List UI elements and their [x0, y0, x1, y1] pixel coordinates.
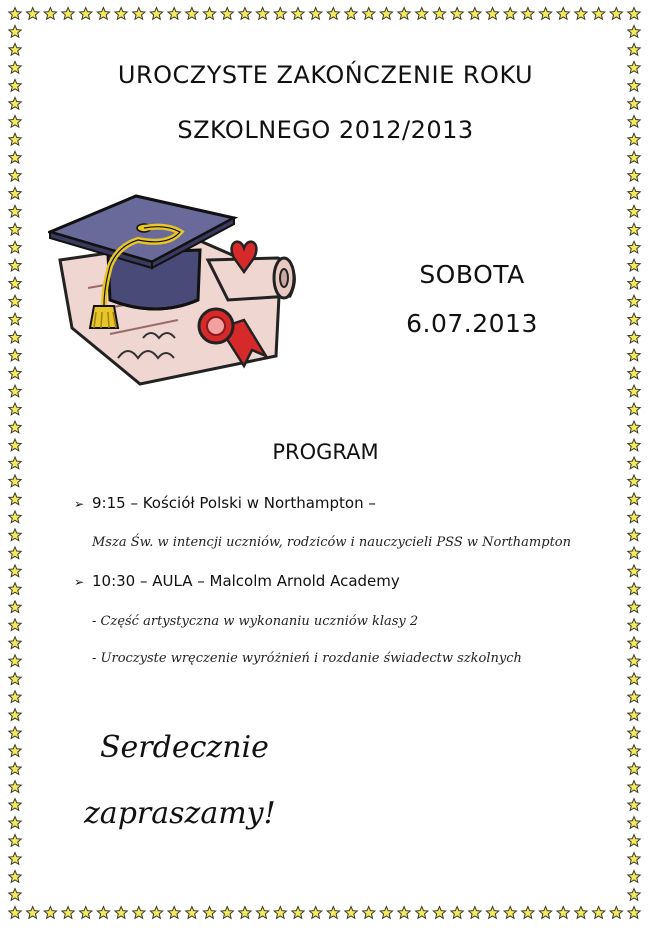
star-icon: [628, 25, 640, 37]
star-icon: [433, 8, 445, 20]
star-icon: [9, 565, 21, 577]
program-item-1-detail: Msza Św. w intencji uczniów, rodziców i nauczycieli PSS w Northampton: [92, 535, 571, 550]
star-icon: [628, 763, 640, 775]
star-icon: [221, 8, 233, 20]
star-icon: [203, 8, 215, 20]
star-icon: [9, 97, 21, 109]
star-icon: [239, 8, 251, 20]
star-icon: [97, 8, 109, 20]
program-item-1-text: 9:15 – Kościół Polski w Northampton –: [92, 494, 376, 512]
star-icon: [27, 8, 39, 20]
star-icon: [628, 799, 640, 811]
program-item-1: [74, 494, 376, 512]
star-icon: [628, 871, 640, 883]
star-icon: [9, 331, 21, 343]
star-icon: [9, 907, 21, 919]
star-icon: [451, 8, 463, 20]
star-icon: [274, 907, 286, 919]
star-icon: [628, 673, 640, 685]
star-icon: [628, 817, 640, 829]
star-icon: [9, 691, 21, 703]
star-icon: [80, 907, 92, 919]
star-icon: [9, 853, 21, 865]
star-icon: [9, 835, 21, 847]
star-icon: [628, 331, 640, 343]
star-icon: [9, 673, 21, 685]
star-icon: [9, 889, 21, 901]
star-icon: [274, 8, 286, 20]
star-icon: [9, 871, 21, 883]
star-icon: [539, 907, 551, 919]
star-icon: [628, 187, 640, 199]
star-icon: [575, 907, 587, 919]
star-icon: [309, 8, 321, 20]
arrow-bullet-icon: ➢: [74, 575, 85, 589]
star-icon: [133, 8, 145, 20]
star-icon: [628, 565, 640, 577]
star-icon: [416, 907, 428, 919]
star-icon: [628, 241, 640, 253]
star-icon: [9, 727, 21, 739]
star-icon: [9, 169, 21, 181]
star-icon: [256, 8, 268, 20]
star-icon: [486, 8, 498, 20]
star-icon: [628, 421, 640, 433]
star-icon: [610, 907, 622, 919]
star-icon: [44, 907, 56, 919]
star-icon: [628, 529, 640, 541]
title-line-2: SZKOLNEGO 2012/2013: [177, 116, 474, 144]
star-icon: [504, 8, 516, 20]
star-icon: [97, 907, 109, 919]
star-icon: [62, 907, 74, 919]
star-icon: [628, 43, 640, 55]
star-icon: [628, 385, 640, 397]
star-icon: [628, 151, 640, 163]
star-icon: [9, 403, 21, 415]
star-icon: [9, 349, 21, 361]
star-icon: [309, 907, 321, 919]
star-icon: [168, 907, 180, 919]
star-icon: [9, 205, 21, 217]
star-icon: [9, 187, 21, 199]
star-icon: [292, 907, 304, 919]
star-icon: [628, 907, 640, 919]
star-icon: [628, 277, 640, 289]
star-icon: [628, 223, 640, 235]
star-icon: [239, 907, 251, 919]
star-icon: [363, 8, 375, 20]
star-icon: [9, 367, 21, 379]
star-icon: [9, 241, 21, 253]
star-icon: [9, 745, 21, 757]
star-icon: [628, 349, 640, 361]
star-icon: [628, 691, 640, 703]
star-icon: [628, 97, 640, 109]
star-icon: [628, 169, 640, 181]
star-icon: [9, 799, 21, 811]
star-icon: [628, 745, 640, 757]
star-icon: [203, 907, 215, 919]
star-icon: [628, 205, 640, 217]
star-icon: [292, 8, 304, 20]
star-icon: [628, 367, 640, 379]
title-line-1: UROCZYSTE ZAKOŃCZENIE ROKU: [117, 61, 534, 89]
star-icon: [9, 655, 21, 667]
star-icon: [186, 8, 198, 20]
star-icon: [416, 8, 428, 20]
star-icon: [9, 223, 21, 235]
star-icon: [133, 907, 145, 919]
star-icon: [610, 8, 622, 20]
star-icon: [575, 8, 587, 20]
star-icon: [504, 907, 516, 919]
star-icon: [628, 655, 640, 667]
star-icon: [9, 8, 21, 20]
star-icon: [186, 907, 198, 919]
star-icon: [9, 529, 21, 541]
star-icon: [9, 277, 21, 289]
event-date: 6.07.2013: [406, 309, 538, 338]
star-icon: [9, 619, 21, 631]
star-icon: [628, 727, 640, 739]
star-icon: [451, 907, 463, 919]
star-icon: [628, 619, 640, 631]
program-item-2-detail-1: - Część artystyczna w wykonaniu uczniów klasy 2: [92, 614, 419, 629]
star-icon: [62, 8, 74, 20]
star-icon: [150, 907, 162, 919]
star-icon: [628, 709, 640, 721]
star-icon: [628, 547, 640, 559]
arrow-bullet-icon: ➢: [74, 497, 85, 511]
graduation-cap-diploma-icon: [48, 188, 318, 393]
star-icon: [256, 907, 268, 919]
star-icon: [628, 637, 640, 649]
star-icon: [221, 907, 233, 919]
program-item-2: [74, 572, 400, 590]
star-icon: [9, 25, 21, 37]
program-item-2-text: 10:30 – AULA – Malcolm Arnold Academy: [92, 572, 400, 590]
star-icon: [628, 835, 640, 847]
star-icon: [628, 781, 640, 793]
star-icon: [9, 43, 21, 55]
star-icon: [9, 817, 21, 829]
star-icon: [486, 907, 498, 919]
star-icon: [628, 853, 640, 865]
star-icon: [9, 547, 21, 559]
star-icon: [27, 907, 39, 919]
star-icon: [628, 511, 640, 523]
closing-line-2: zapraszamy!: [84, 796, 276, 831]
star-icon: [9, 295, 21, 307]
star-icon: [592, 8, 604, 20]
star-icon: [469, 8, 481, 20]
star-icon: [628, 475, 640, 487]
star-icon: [44, 8, 56, 20]
star-icon: [398, 8, 410, 20]
star-icon: [9, 709, 21, 721]
star-icon: [557, 907, 569, 919]
star-icon: [9, 421, 21, 433]
star-icon: [380, 907, 392, 919]
star-icon: [592, 907, 604, 919]
program-heading: PROGRAM: [272, 440, 379, 464]
star-icon: [628, 313, 640, 325]
star-icon: [345, 8, 357, 20]
star-icon: [522, 907, 534, 919]
star-icon: [9, 763, 21, 775]
star-icon: [628, 583, 640, 595]
star-icon: [433, 907, 445, 919]
star-icon: [9, 313, 21, 325]
star-icon: [9, 151, 21, 163]
star-icon: [9, 583, 21, 595]
star-icon: [150, 8, 162, 20]
star-icon: [539, 8, 551, 20]
star-icon: [363, 907, 375, 919]
star-icon: [628, 601, 640, 613]
star-icon: [9, 475, 21, 487]
program-item-2-detail-2: - Uroczyste wręczenie wyróżnień i rozdanie świadectw szkolnych: [92, 651, 522, 666]
star-icon: [80, 8, 92, 20]
star-icon: [628, 259, 640, 271]
star-icon: [9, 259, 21, 271]
event-day: SOBOTA: [419, 260, 525, 289]
star-icon: [9, 385, 21, 397]
star-icon: [9, 601, 21, 613]
star-icon: [115, 907, 127, 919]
star-icon: [327, 907, 339, 919]
star-icon: [9, 511, 21, 523]
star-icon: [628, 295, 640, 307]
star-icon: [628, 403, 640, 415]
star-icon: [115, 8, 127, 20]
star-icon: [9, 637, 21, 649]
star-icon: [168, 8, 180, 20]
star-icon: [9, 781, 21, 793]
star-icon: [9, 493, 21, 505]
star-icon: [345, 907, 357, 919]
star-icon: [628, 8, 640, 20]
star-icon: [628, 493, 640, 505]
star-icon: [628, 889, 640, 901]
star-icon: [469, 907, 481, 919]
star-icon: [522, 8, 534, 20]
star-icon: [557, 8, 569, 20]
star-icon: [380, 8, 392, 20]
star-icon: [327, 8, 339, 20]
star-icon: [398, 907, 410, 919]
closing-line-1: Serdecznie: [100, 730, 269, 765]
